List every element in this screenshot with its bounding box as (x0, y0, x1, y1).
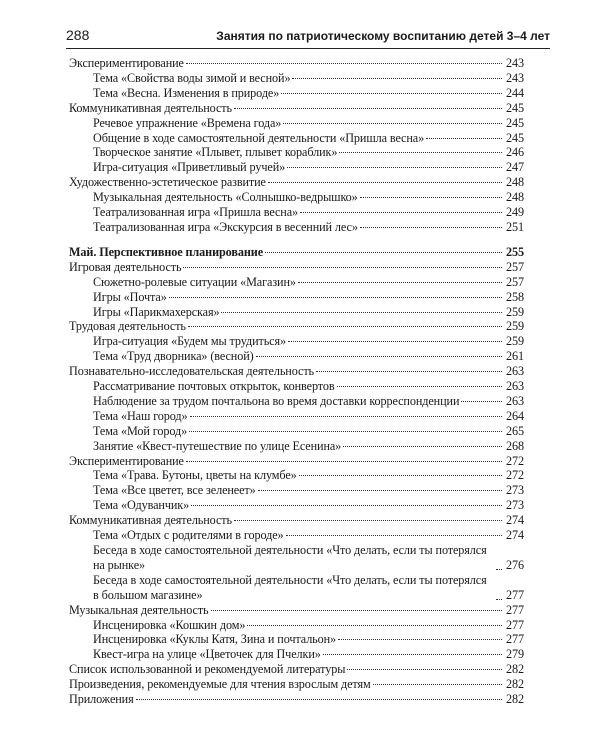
toc-entry[interactable] (69, 498, 524, 513)
page-number: 288 (66, 27, 90, 43)
toc-entry-title: Познавательно-исследовательская деятельность (69, 364, 315, 379)
toc-entry-title: Театрализованная игра «Пришла весна» (93, 205, 299, 220)
toc-entry-title: Приложения (69, 692, 134, 707)
toc-entry-title: Экспериментирование (69, 453, 184, 468)
toc-entry[interactable] (69, 379, 524, 394)
dot-leader (221, 312, 502, 313)
toc-entry-title: Май. Перспективное планирование (69, 244, 264, 259)
dot-leader (338, 639, 502, 640)
dot-leader (211, 610, 502, 611)
toc-entry[interactable] (69, 334, 524, 349)
toc-entry-title: Общение в ходе самостоятельной деятельности «Пришла весна» (93, 130, 425, 145)
toc-entry[interactable] (69, 116, 524, 131)
toc-entry-title: Беседа в ходе самостоятельной деятельности «Что делать, если ты потерялся в большом магазине» (93, 572, 487, 602)
toc-entry[interactable] (69, 190, 524, 205)
toc-entry-title: Тема «Свойства воды зимой и весной» (93, 70, 291, 85)
dot-leader (347, 669, 502, 670)
dot-leader (189, 431, 502, 432)
toc-entry[interactable] (69, 175, 524, 190)
toc-entry[interactable] (69, 662, 524, 677)
toc-entry-page: 261 (506, 349, 524, 364)
toc-entry[interactable] (69, 290, 524, 305)
toc-entry-title: Тема «Одуванчик» (93, 498, 190, 513)
toc-entry[interactable] (69, 692, 524, 707)
toc-entry-title: Речевое упражнение «Времена года» (93, 115, 282, 130)
toc-entry-title: Игра-ситуация «Будем мы трудиться» (93, 334, 286, 349)
toc-entry[interactable] (69, 528, 524, 543)
dot-leader (268, 182, 502, 183)
dot-leader (299, 475, 502, 476)
toc-entry-page: 244 (506, 85, 524, 100)
toc-entry-title: Экспериментирование (69, 56, 184, 70)
toc-entry-title: Тема «Наш город» (93, 408, 188, 423)
dot-leader (247, 625, 502, 626)
toc-entry-title: Список использованной и рекомендуемой литературы (69, 662, 346, 677)
toc-entry-page: 274 (506, 513, 524, 528)
dot-leader (373, 684, 502, 685)
toc-entry-page: 277 (506, 617, 524, 632)
toc-entry-title: Коммуникативная деятельность (69, 513, 232, 528)
toc-entry-page: 272 (506, 453, 524, 468)
dot-leader (343, 446, 502, 447)
toc-entry-page: 273 (506, 483, 524, 498)
toc-entry-title: Игры «Парикмахерская» (93, 304, 220, 319)
dot-leader (288, 341, 502, 342)
toc-entry-page: 277 (506, 602, 524, 617)
toc-entry[interactable] (69, 56, 524, 71)
toc-entry-page: 258 (506, 289, 524, 304)
toc-entry[interactable] (69, 454, 524, 469)
toc-entry-page: 259 (506, 334, 524, 349)
dot-leader (256, 356, 502, 357)
dot-leader (186, 63, 502, 64)
toc-entry-title: Инсценировка «Куклы Катя, Зина и почтальон» (93, 632, 337, 647)
toc-entry[interactable] (69, 468, 524, 483)
toc-entry-title: Музыкальная деятельность «Солнышко-ведрышко» (93, 190, 358, 205)
dot-leader (234, 108, 502, 109)
toc-entry[interactable] (69, 145, 524, 160)
dot-leader (360, 197, 502, 198)
dot-leader (234, 520, 502, 521)
toc-entry[interactable] (69, 439, 524, 454)
toc-entry-page: 243 (506, 70, 524, 85)
toc-entry-title: Игровая деятельность (69, 259, 182, 274)
toc-entry-title: Наблюдение за трудом почтальона во время доставки корреспонденции (93, 393, 460, 408)
toc-entry[interactable] (69, 483, 524, 498)
dot-leader (283, 123, 502, 124)
toc-entry-page: 246 (506, 145, 524, 160)
toc-entry-page: 273 (506, 498, 524, 513)
toc-entry[interactable] (69, 160, 524, 175)
dot-leader (190, 416, 502, 417)
toc-entry-page: 263 (506, 364, 524, 379)
toc-entry[interactable] (69, 632, 524, 647)
dot-leader (300, 212, 502, 213)
toc-entry-page: 245 (506, 130, 524, 145)
toc-entry-title: Рассматривание почтовых открыток, конвертов (93, 379, 335, 394)
dot-leader (323, 654, 502, 655)
toc-entry-title: Занятие «Квест-путешествие по улице Есенина» (93, 438, 342, 453)
toc-entry-page: 265 (506, 423, 524, 438)
dot-leader (298, 282, 502, 283)
toc-entry-title: Тема «Весна. Изменения в природе» (93, 85, 280, 100)
toc-entry[interactable] (69, 131, 524, 146)
toc-entry-title: Произведения, рекомендуемые для чтения взрослым детям (69, 677, 371, 692)
toc-entry[interactable] (69, 305, 524, 320)
toc-entry-title: Трудовая деятельность (69, 319, 186, 334)
dot-leader (339, 152, 502, 153)
toc-entry-page: 282 (506, 662, 524, 677)
toc-entry-title: Сюжетно-ролевые ситуации «Магазин» (93, 274, 296, 289)
toc-entry-page: 264 (506, 408, 524, 423)
dot-leader (188, 326, 502, 327)
toc-entry[interactable] (69, 394, 524, 409)
toc-entry[interactable] (69, 86, 524, 101)
toc-entry-title: Тема «Мой город» (93, 423, 188, 438)
toc-entry-title: Игра-ситуация «Приветливый ручей» (93, 160, 286, 175)
dot-leader (287, 167, 502, 168)
toc-entry-page: 243 (506, 56, 524, 70)
toc-entry-page: 248 (506, 190, 524, 205)
toc-entry-title: Тема «Трава. Бутоны, цветы на клумбе» (93, 468, 297, 483)
toc-entry-page: 245 (506, 115, 524, 130)
toc-entry[interactable] (69, 319, 524, 334)
toc-entry-title: Тема «Труд дворника» (весной) (93, 349, 254, 364)
toc-entry[interactable] (69, 220, 524, 235)
toc-entry-title: Театрализованная игра «Экскурсия в весенний лес» (93, 219, 358, 234)
toc-entry-page: 257 (506, 259, 524, 274)
dot-leader (496, 599, 502, 600)
dot-leader (136, 699, 502, 700)
section-spacer (69, 235, 524, 245)
toc-entry[interactable] (69, 677, 524, 692)
toc-entry[interactable] (69, 543, 524, 573)
dot-leader (183, 267, 502, 268)
dot-leader (169, 297, 502, 298)
toc-entry-page: 255 (506, 244, 524, 259)
toc-entry-page: 272 (506, 468, 524, 483)
toc-entry[interactable] (69, 647, 524, 662)
toc-entry[interactable] (69, 71, 524, 86)
toc-entry-page: 282 (506, 692, 524, 707)
toc-entry-title: Игры «Почта» (93, 289, 167, 304)
toc-entry-page: 259 (506, 304, 524, 319)
toc-entry-page: 263 (506, 393, 524, 408)
dot-leader (337, 386, 503, 387)
toc-entry-page: 248 (506, 175, 524, 190)
dot-leader (191, 505, 502, 506)
toc-entry-title: Коммуникативная деятельность (69, 100, 232, 115)
toc-entry-title: Инсценировка «Кошкин дом» (93, 617, 246, 632)
toc-entry-page: 276 (506, 557, 524, 572)
toc-entry[interactable] (69, 349, 524, 364)
page-header (66, 26, 550, 49)
dot-leader (426, 138, 502, 139)
table-of-contents (69, 56, 524, 707)
toc-entry-title: Квест-игра на улице «Цветочек для Пчелки» (93, 647, 321, 662)
dot-leader (496, 569, 502, 570)
toc-entry-title: Тема «Отдых с родителями в городе» (93, 528, 284, 543)
toc-entry-title: Музыкальная деятельность (69, 602, 209, 617)
toc-entry[interactable] (69, 618, 524, 633)
toc-entry[interactable] (69, 513, 524, 528)
toc-entry-page: 249 (506, 205, 524, 220)
toc-entry-page: 251 (506, 219, 524, 234)
toc-entry[interactable] (69, 364, 524, 379)
toc-entry-page: 277 (506, 632, 524, 647)
toc-entry[interactable] (69, 260, 524, 275)
toc-entry-title: Беседа в ходе самостоятельной деятельности «Что делать, если ты потерялся на рынке» (93, 543, 487, 572)
toc-entry-page: 282 (506, 677, 524, 692)
toc-entry-page: 277 (506, 587, 524, 602)
toc-entry-page: 274 (506, 528, 524, 543)
toc-entry-title: Тема «Все цветет, все зеленеет» (93, 483, 256, 498)
dot-leader (281, 93, 502, 94)
dot-leader (286, 535, 502, 536)
toc-entry[interactable] (69, 205, 524, 220)
toc-entry[interactable] (69, 424, 524, 439)
dot-leader (292, 78, 502, 79)
toc-entry[interactable] (69, 101, 524, 116)
toc-entry-title: Творческое занятие «Плывет, плывет кораблик» (93, 145, 338, 160)
dot-leader (186, 461, 502, 462)
toc-entry-page: 259 (506, 319, 524, 334)
dot-leader (258, 490, 502, 491)
toc-entry-page: 247 (506, 160, 524, 175)
toc-entry[interactable] (69, 603, 524, 618)
toc-entry[interactable] (69, 245, 524, 260)
toc-entry-page: 279 (506, 647, 524, 662)
dot-leader (360, 227, 502, 228)
toc-entry-page: 263 (506, 379, 524, 394)
toc-entry-page: 268 (506, 438, 524, 453)
toc-entry-title: Художественно-эстетическое развитие (69, 175, 266, 190)
dot-leader (316, 371, 502, 372)
dot-leader (461, 401, 502, 402)
toc-entry-page: 257 (506, 274, 524, 289)
dot-leader (265, 252, 502, 253)
toc-entry-page: 245 (506, 100, 524, 115)
toc-entry[interactable] (69, 275, 524, 290)
toc-entry[interactable] (69, 409, 524, 424)
toc-entry[interactable] (69, 573, 524, 603)
running-head: Занятия по патриотическому воспитанию детей 3–4 лет (216, 29, 550, 43)
